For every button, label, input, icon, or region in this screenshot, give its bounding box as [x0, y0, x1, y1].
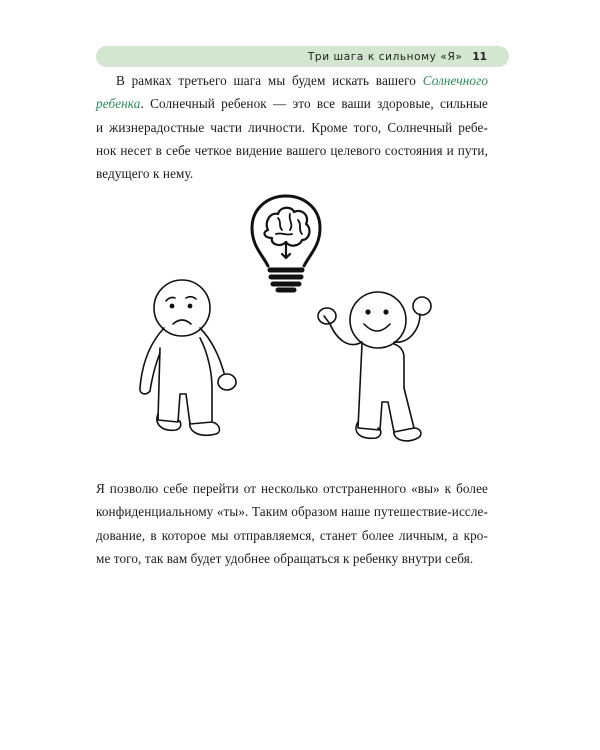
paragraph-2-line-4: ме того, так вам будет удобнее обращаться к ребенку внутри себя. — [96, 550, 474, 566]
paragraph-2-line-2: конфиденциальному «ты». Таким образом наше путешествие-иссле- — [96, 504, 488, 520]
paragraph-2-line-1: Я позволю себе перейти от несколько отстраненного «вы» к более — [96, 481, 488, 496]
running-header — [96, 46, 509, 67]
lightbulb-brain-icon — [252, 196, 320, 290]
paragraph-1-line-1-text: В рамках третьего шага мы будем искать вашего — [116, 73, 416, 88]
illustration-sad-and-happy-figures — [120, 188, 460, 458]
paragraph-1 — [96, 69, 488, 185]
paragraph-1-line-1 — [96, 69, 488, 92]
highlight-child: ребенка — [96, 96, 141, 112]
paragraph-1-line-3: и жизнерадостные части личности. Кроме того, Солнечный ребе- — [96, 119, 488, 135]
highlight-sunny: Солнечного — [422, 73, 489, 88]
paragraph-1-line-5: ведущего к нему. — [96, 166, 194, 182]
paragraph-1-line-2-text: . Солнечный ребенок — это все ваши здоровые, сильные — [140, 96, 488, 112]
paragraph-1-line-4: нок несет в себе четкое видение вашего целевого состояния и пути, — [96, 142, 488, 158]
paragraph-1-line-2 — [96, 92, 488, 115]
page-number: 11 — [472, 50, 487, 63]
paragraph-2 — [96, 477, 488, 570]
sad-figure — [140, 280, 236, 435]
paragraph-2-line-3: дование, в которое мы отправляемся, станет более личным, а кро- — [96, 527, 488, 543]
header-title: Три шага к сильному «Я» — [307, 50, 463, 63]
happy-figure — [318, 292, 431, 441]
